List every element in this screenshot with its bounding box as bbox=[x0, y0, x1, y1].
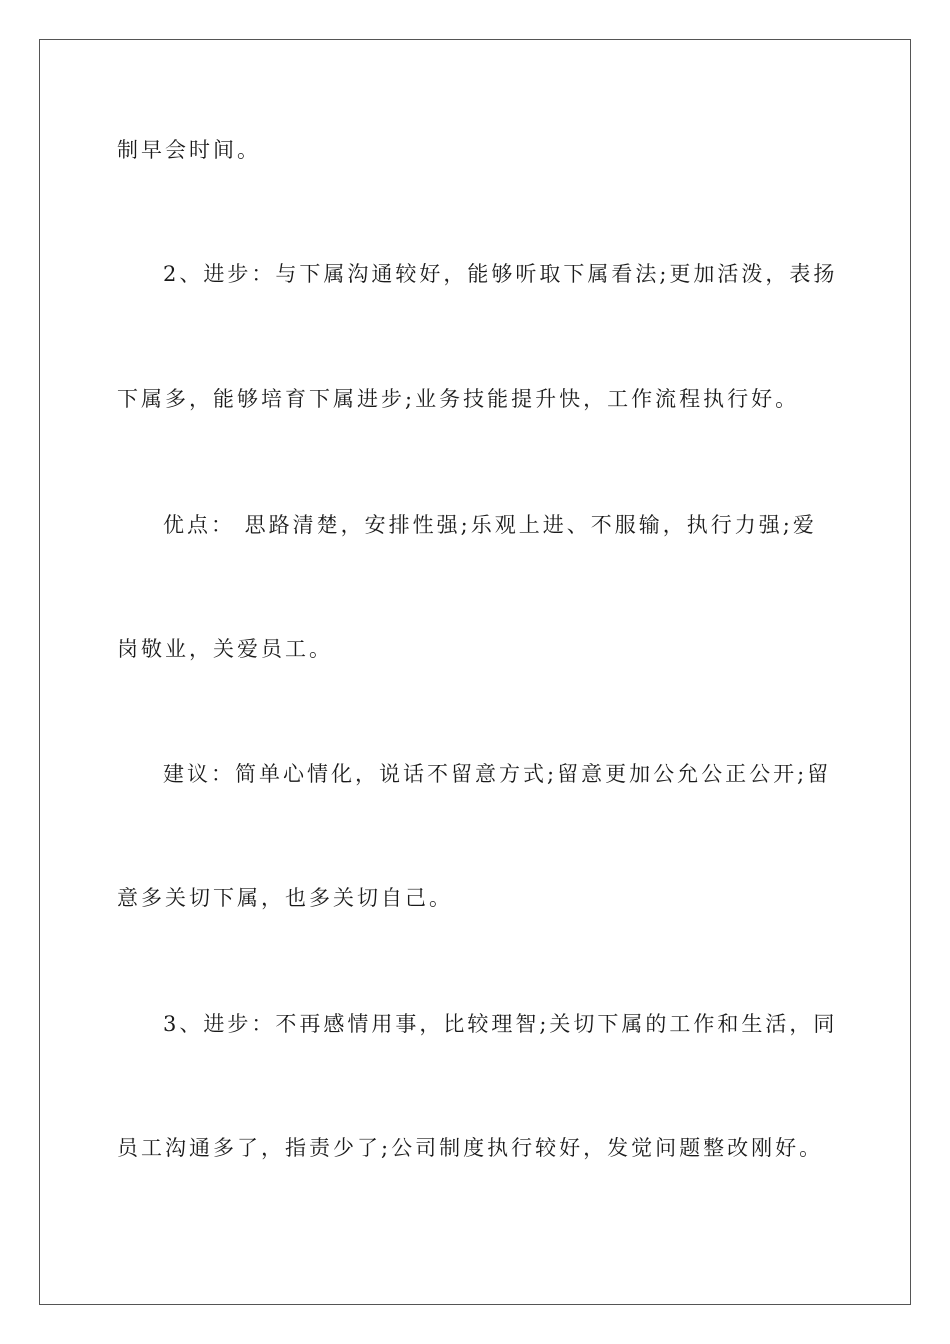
paragraph-line-3: 下属多，能够培育下属进步;业务技能提升快，工作流程执行好。 bbox=[117, 387, 800, 411]
paragraph-line-5: 岗敬业，关爱员工。 bbox=[117, 637, 333, 661]
paragraph-line-9: 员工沟通多了，指责少了;公司制度执行较好，发觉问题整改刚好。 bbox=[117, 1136, 824, 1160]
paragraph-line-7: 意多关切下属，也多关切自己。 bbox=[117, 886, 453, 910]
paragraph-line-1: 制早会时间。 bbox=[117, 138, 261, 162]
page-border bbox=[39, 39, 911, 1305]
paragraph-line-8: 3、进步：不再感情用事，比较理智;关切下属的工作和生活，同 bbox=[163, 1012, 838, 1036]
paragraph-line-6: 建议：简单心情化，说话不留意方式;留意更加公允公正公开;留 bbox=[163, 762, 832, 786]
paragraph-line-2: 2、进步：与下属沟通较好，能够听取下属看法;更加活泼，表扬 bbox=[163, 262, 838, 286]
paragraph-line-4: 优点： 思路清楚，安排性强;乐观上进、不服输，执行力强;爱 bbox=[163, 513, 817, 537]
